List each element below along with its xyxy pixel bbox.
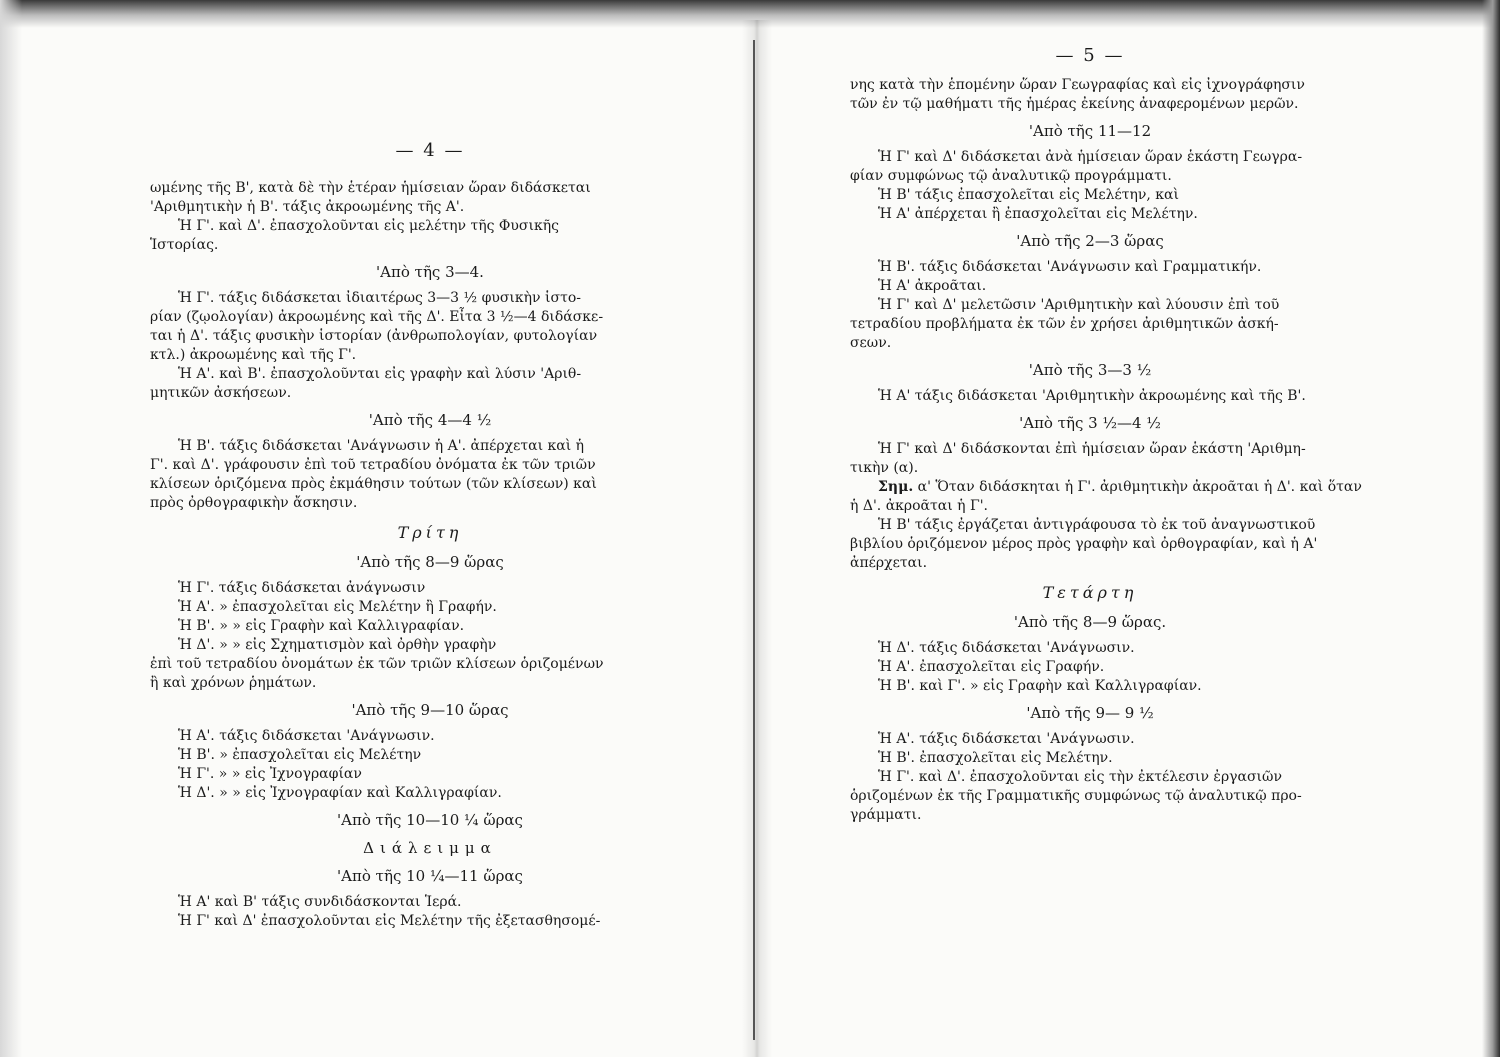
scan-right-edge (1482, 0, 1500, 1057)
text-line: Ἡ Δ'. » » εἰς Ἰχνογραφίαν καὶ Καλλιγραφίαν. (178, 785, 502, 801)
text-line: Ἡ Γ'. » » εἰς Ἰχνογραφίαν (178, 766, 362, 782)
text-line: πρὸς ὀρθογραφικὴν ἄσκησιν. (150, 495, 358, 511)
time-heading: 'Απὸ τῆς 9—10 ὥρας (351, 701, 509, 719)
footnote-label: Σημ. (878, 479, 914, 495)
paragraph (850, 440, 1330, 478)
text-line: βιβλίου ὁριζόμενον μέρος πρὸς γραφὴν καὶ ὀρθογραφίαν, καὶ ἡ Α' (850, 536, 1318, 552)
left-page (150, 0, 710, 1057)
text-line: Ἡ Β'. » » εἰς Γραφὴν καὶ Καλλιγραφίαν. (178, 618, 465, 634)
text-line: Ἡ Α'. ἐπασχολεῖται εἰς Γραφήν. (878, 659, 1105, 675)
text-line: κλίσεων ὁριζόμενα πρὸς ἐκμάθησιν τούτων (τῶν κλίσεων) καὶ (150, 476, 597, 492)
page-number: — 5 — (1055, 45, 1125, 66)
book-gutter (742, 20, 772, 1057)
text-line: Γ'. καὶ Δ'. γράφουσιν ἐπὶ τοῦ τετραδίου ὀνόματα ἐκ τῶν τριῶν (150, 457, 596, 473)
time-heading: 'Απὸ τῆς 10 ¼—11 ὥρας (337, 867, 523, 885)
text-line: Ἱστορίας. (150, 237, 219, 253)
text-line: Ἡ Α' τάξις διδάσκεται 'Αριθμητικὴν ἀκροωμένης καὶ τῆς Β'. (878, 388, 1306, 404)
time-heading: 'Απὸ τῆς 3 ½—4 ½ (1019, 414, 1161, 432)
time-heading: 'Απὸ τῆς 3—4. (376, 263, 484, 281)
text-line: Ἡ Α'. » ἐπασχολεῖται εἰς Μελέτην ἢ Γραφήν. (178, 599, 497, 615)
text-line: ωμένης τῆς Β', κατὰ δὲ τὴν ἑτέραν ἡμίσειαν ὥραν διδάσκεται (150, 180, 591, 196)
text-line: τῶν ἐν τῷ μαθήματι τῆς ἡμέρας ἐκείνης ἀναφερομένων μερῶν. (850, 96, 1299, 112)
text-line: ρίαν (ζῳολογίαν) ἀκροωμένης καὶ τῆς Δ'. Εἶτα 3 ½—4 διδάσκε- (150, 309, 604, 325)
text-line: Ἡ Α' ἀπέρχεται ἢ ἐπασχολεῖται εἰς Μελέτην. (878, 206, 1198, 222)
text-line: Ἡ Α'. τάξις διδάσκεται 'Ανάγνωσιν. (178, 728, 435, 744)
text-line: ἐπὶ τοῦ τετραδίου ὀνομάτων ἐκ τῶν τριῶν κλίσεων ὁριζομένων (150, 656, 604, 672)
time-heading: 'Απὸ τῆς 9— 9 ½ (1026, 704, 1154, 722)
text-line: ἢ καὶ χρόνων ῥημάτων. (150, 675, 317, 691)
text-line: κτλ.) ἀκροωμένης καὶ τῆς Γ'. (150, 347, 357, 363)
day-heading: Τρίτη (397, 523, 463, 542)
paragraph (150, 727, 710, 803)
paragraph (850, 516, 1330, 573)
text-line: ὁριζομένων ἐκ τῆς Γραμματικῆς συμφώνως τῷ ἀναλυτικῷ προ- (850, 788, 1302, 804)
text-line: Ἡ Γ'. καὶ Δ'. ἐπασχολοῦνται εἰς τὴν ἐκτέλεσιν ἐργασιῶν (878, 769, 1282, 785)
text-line: Ἡ Β'. ἐπασχολεῖται εἰς Μελέτην. (878, 750, 1113, 766)
text-line: Ἡ Β'. τάξις διδάσκεται 'Ανάγνωσιν καὶ Γραμματικήν. (878, 259, 1262, 275)
text-line: 'Αριθμητικὴν ἡ Β'. τάξις ἀκροωμένης τῆς Α'. (150, 199, 465, 215)
paragraph (150, 437, 710, 513)
text-line: Ἡ Γ'. καὶ Δ'. ἐπασχολοῦνται εἰς μελέτην τῆς Φυσικῆς (178, 218, 559, 234)
text-line: Ἡ Β'. τάξις διδάσκεται 'Ανάγνωσιν ἡ Α'. ἀπέρχεται καὶ ἡ (178, 438, 585, 454)
paragraph (150, 893, 710, 931)
time-heading: 'Απὸ τῆς 4—4 ½ (368, 411, 492, 429)
text-line: ἡ Δ'. ἀκροᾶται ἡ Γ'. (850, 498, 989, 514)
paragraph (850, 148, 1330, 224)
text-line: γράμματι. (850, 807, 922, 823)
text-line: φίαν συμφώνως τῷ ἀναλυτικῷ προγράμματι. (850, 168, 1172, 184)
footnote (850, 478, 1362, 516)
paragraph (150, 579, 710, 693)
paragraph (850, 730, 1330, 825)
break-heading: Διάλειμμα (363, 839, 497, 857)
text-line: Ἡ Γ' καὶ Δ' διδάσκονται ἐπὶ ἡμίσειαν ὥραν ἑκάστη 'Αριθμη- (878, 441, 1306, 457)
text-line: Ἡ Β' τάξις ἐπασχολεῖται εἰς Μελέτην, καὶ (878, 187, 1179, 203)
text-line: ἀπέρχεται. (850, 555, 928, 571)
text-line: μητικῶν ἀσκήσεων. (150, 385, 292, 401)
text-line: Ἡ Γ' καὶ Δ' διδάσκεται ἀνὰ ἡμίσειαν ὥραν ἑκάστη Γεωγρα- (878, 149, 1303, 165)
text-line: τετραδίου προβλήματα ἐκ τῶν ἐν χρήσει ἀριθμητικῶν ἀσκή- (850, 316, 1279, 332)
right-page (850, 0, 1362, 1057)
text-line: Ἡ Α' καὶ Β' τάξις συνδιδάσκονται Ἱερά. (178, 894, 462, 910)
paragraph (850, 258, 1330, 353)
text-line: ται ἡ Δ'. τάξις φυσικὴν ἱστορίαν (ἀνθρωπολογίαν, φυτολογίαν (150, 328, 598, 344)
text-line: Ἡ Α' ἀκροᾶται. (878, 278, 987, 294)
footnote-line (850, 478, 1362, 497)
text-line: Ἡ Δ'. » » εἰς Σχηματισμὸν καὶ ὀρθὴν γραφὴν (178, 637, 497, 653)
text-line: Ἡ Γ' καὶ Δ' ἐπασχολοῦνται εἰς Μελέτην τῆς ἐξετασθησομέ- (178, 913, 601, 929)
text-line: Ἡ Α'. καὶ Β'. ἐπασχολοῦνται εἰς γραφὴν καὶ λύσιν 'Αριθ- (178, 366, 582, 382)
text-line: Ἡ Γ'. τάξις διδάσκεται ἰδιαιτέρως 3—3 ½ φυσικὴν ἱστο- (178, 290, 581, 306)
continuation-block (150, 179, 710, 255)
time-heading: 'Απὸ τῆς 2—3 ὥρας (1016, 232, 1164, 250)
text-line: Ἡ Β'. » ἐπασχολεῖται εἰς Μελέτην (178, 747, 422, 763)
text-line: νης κατὰ τὴν ἑπομένην ὥραν Γεωγραφίας καὶ εἰς ἰχνογράφησιν (850, 77, 1305, 93)
time-heading: 'Απὸ τῆς 3—3 ½ (1028, 361, 1152, 379)
page-number: — 4 — (395, 140, 465, 161)
text-line: Ἡ Α'. τάξις διδάσκεται 'Ανάγνωσιν. (878, 731, 1135, 747)
text-line: Ἡ Β' τάξις ἐργάζεται ἀντιγράφουσα τὸ ἐκ τοῦ ἀναγνωστικοῦ (878, 517, 1316, 533)
scan-left-edge (0, 0, 22, 1057)
text-line: Ἡ Β'. καὶ Γ'. » εἰς Γραφὴν καὶ Καλλιγραφίαν. (878, 678, 1202, 694)
text-line: Ἡ Δ'. τάξις διδάσκεται 'Ανάγνωσιν. (878, 640, 1135, 656)
paragraph (850, 639, 1330, 696)
text-line: Ἡ Γ' καὶ Δ' μελετῶσιν 'Αριθμητικὴν καὶ λύουσιν ἐπὶ τοῦ (878, 297, 1280, 313)
time-heading: 'Απὸ τῆς 8—9 ὥρας (356, 553, 504, 571)
time-heading: 'Απὸ τῆς 8—9 ὥρας. (1013, 613, 1167, 631)
gutter-fold-line (753, 40, 755, 1040)
text-line: σεων. (850, 335, 892, 351)
day-heading: Τετάρτη (1042, 583, 1138, 602)
text-line: Ἡ Γ'. τάξις διδάσκεται ἀνάγνωσιν (178, 580, 426, 596)
text-line: τικὴν (α). (850, 460, 919, 476)
paragraph (150, 289, 710, 403)
time-heading: 'Απὸ τῆς 10—10 ¼ ὥρας (337, 811, 523, 829)
paragraph (850, 387, 1330, 406)
continuation-block (850, 76, 1330, 114)
footnote-text: α' Ὅταν διδάσκηται ἡ Γ'. ἀριθμητικὴν ἀκροᾶται ἡ Δ'. καὶ ὅταν (917, 479, 1362, 495)
time-heading: 'Απὸ τῆς 11—12 (1028, 122, 1152, 140)
